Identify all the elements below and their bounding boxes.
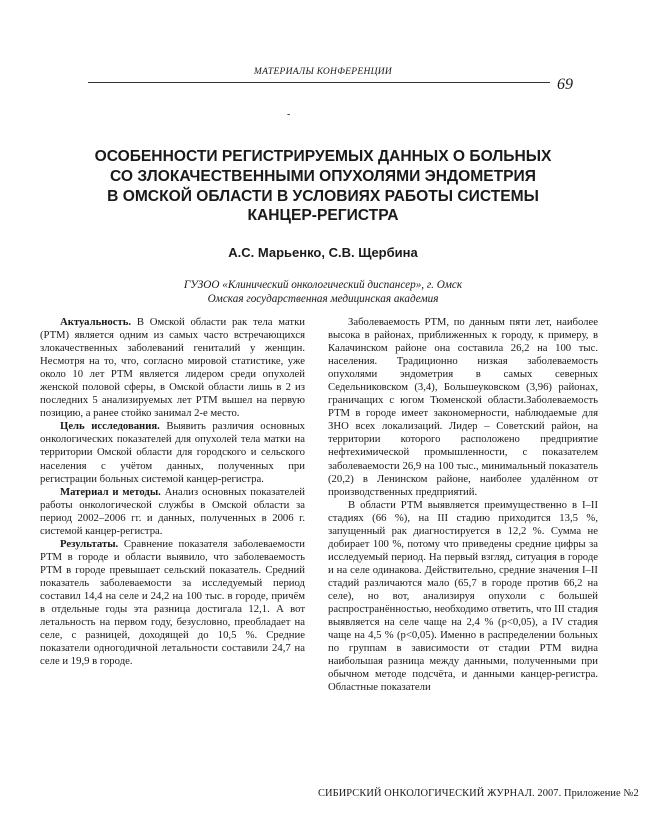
paragraph-text: Выявить различия основных онкологических показателей для опухолей тела матки на территории Омской области для городского и сельского населения с учётом данных, полученных при регистрации больных системой канцер-регистра.	[40, 420, 305, 485]
paragraph-relevance	[40, 316, 305, 420]
page-number: 69	[557, 76, 573, 93]
paragraph-incidence	[328, 316, 598, 499]
right-column	[328, 316, 598, 694]
paragraph-text: Заболеваемость РТМ, по данным пяти лет, наиболее высока в районах, приближенных к городу, к примеру, в Калачинском районе она составила 26,2 на 100 тыс. населения. Традиционно низкая заболеваемость опухолями эндометрия в самых северных Седельниковском (3,4), Большеуковском (3,96) районах, граничащих с югом Тюменской области.Заболеваемость РТМ в городе имеет закономерности, наблюдаемые для ЗНО всех локализаций. Лидер – Советский район, на территории которого расположено предприятие нефтехимической промышленности, с показателем заболеваемости 26,9 на 100 тыс., минимальный показатель (20,2) в Ленинском районе, наиболее удалённом от производственных предприятий.	[328, 316, 598, 498]
authors: А.С. Марьенко, С.В. Щербина	[228, 245, 418, 260]
journal-footer: СИБИРСКИЙ ОНКОЛОГИЧЕСКИЙ ЖУРНАЛ. 2007. Приложение №2	[318, 788, 639, 799]
left-column	[40, 316, 305, 668]
affiliations	[0, 278, 646, 306]
paragraph-text: Сравнение показателя заболеваемости РТМ в городе и области выявило, что заболеваемость РТМ в городе превышает сельский показатель. Средний показатель заболеваемости за исследуемый период составил 14,4 на селе и 24,2 на 100 тыс. в городе, причём в отдельные годы эта разница достигала 12,1. А вот летальность на первом году, безусловно, преобладает на селе, с разницей, доходящей до 10,5 %. Средние показатели одногодичной летальности составили 24,7 на селе и 19,9 в городе.	[40, 537, 305, 668]
running-head: МАТЕРИАЛЫ КОНФЕРЕНЦИИ	[253, 67, 393, 77]
title-line: В ОМСКОЙ ОБЛАСТИ В УСЛОВИЯХ РАБОТЫ СИСТЕМЫ	[107, 187, 539, 205]
paragraph-results	[40, 538, 305, 668]
article-title	[40, 147, 606, 226]
title-line: КАНЦЕР-РЕГИСТРА	[247, 207, 399, 225]
paragraph-lead: Материал и методы.	[60, 485, 161, 498]
paragraph-text: В Омской области рак тела матки (РТМ) является одним из самых часто встречающихся злокачественных заболеваний гениталий у женщин. Несмотря на то, что, согласно мировой статистике, уже около 10 лет РТМ является лидером среди опухолей женской половой сферы, в Омской области лишь в 2 из последних 5 анализируемых лет РТМ вышел на первую позицию, а ранее стойко занимал 2-е место.	[40, 316, 305, 420]
paragraph-lead: Цель исследования.	[60, 420, 160, 433]
paragraph-text: В области РТМ выявляется преимущественно в I–II стадиях (66 %), на III стадию приходится 13,5 %, запущенный рак диагностируется в 12,2 %. Сумма не добирает 100 %, потому что приведены средние цифры за исследуемый период. На первый взгляд, ситуация в городе и на селе одинакова. Действительно, средние значения I–II стадий различаются мало (65,7 в городе против 66,2 на селе), но вот, анализируя опухоли с большей распространённостью, необходимо ответить, что III стадия выявляется на селе чаще на 2,4 % (p<0,05), а IV стадия чаще на 4,5 % (p<0,05). Именно в распределении больных по группам в зависимости от стадии РТМ видна наибольшая разница между данными, полученными при обычном методе подсчёта, и данными канцер-регистра. Областные показатели	[328, 498, 598, 694]
title-line: ОСОБЕННОСТИ РЕГИСТРИРУЕМЫХ ДАННЫХ О БОЛЬНЫХ	[94, 148, 552, 165]
paragraph-stages	[328, 499, 598, 695]
paragraph-lead: Результаты.	[60, 537, 119, 550]
paragraph-lead: Актуальность.	[60, 316, 132, 328]
paragraph-aim	[40, 420, 305, 485]
paragraph-text: Анализ основных показателей работы онкологической службы в Омской области за период 2002–2006 гг. и данных, полученных в 2006 г. системой канцер-регистра.	[40, 485, 305, 537]
paragraph-methods	[40, 486, 305, 538]
affiliation-line: Омская государственная медицинская академия	[207, 293, 439, 305]
title-line: СО ЗЛОКАЧЕСТВЕННЫМИ ОПУХОЛЯМИ ЭНДОМЕТРИЯ	[110, 167, 536, 185]
stray-mark: -	[287, 109, 291, 120]
header-rule	[88, 82, 550, 83]
affiliation-line: ГУЗОО «Клинический онкологический диспансер», г. Омск	[183, 279, 463, 291]
